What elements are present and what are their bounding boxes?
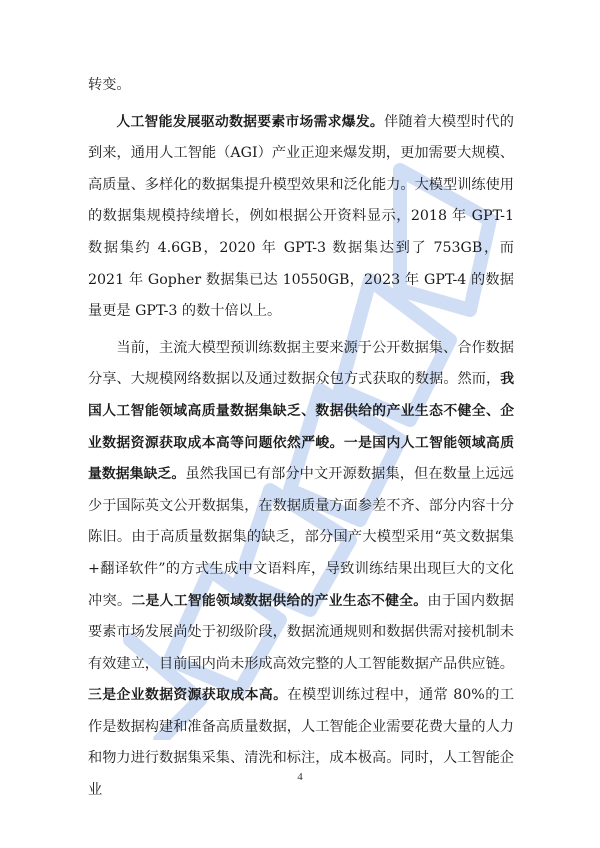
bold-phrase: 人工智能发展驱动数据要素市场需求爆发。 xyxy=(116,113,384,130)
text-run: 当前，主流大模型预训练数据主要来源于公开数据集、合作数据分享、大规模网络数据以及通过数据众包方式获取的数据。然而， xyxy=(88,339,514,388)
bold-phrase: 三是企业数据资源获取成本高。 xyxy=(88,687,288,704)
bold-phrase: 我国人工智能领域高质量数据集缺乏、数据供给的产业生态不健全、企业数据资源获取成本高等问题依然严峻。一是国内人工智能领域高质量数据集缺乏。 xyxy=(88,371,514,483)
para-continuation xyxy=(88,70,514,102)
page-number: 4 xyxy=(297,771,303,783)
text-run: 转变。 xyxy=(88,77,131,93)
document-body xyxy=(88,70,514,807)
text-run: 由于国内数据要素市场发展尚处于初级阶段，数据流通规则和数据供需对接机制未有效建立，目前国内尚未形成高效完整的人工智能数据产品供应链。 xyxy=(88,592,514,672)
bold-phrase: 二是人工智能领域数据供给的产业生态不健全。 xyxy=(131,592,428,609)
para-current-issues xyxy=(88,333,514,807)
text-run: 伴随着大模型时代的到来，通用人工智能（AGI）产业正迎来爆发期，更加需要大规模、高质量、多样化的数据集提升模型效果和泛化能力。大模型训练使用的数据集规模持续增长，例如根据公开资料显示，2018 年 GPT-1 数据集约 4.6GB，2020 年 GPT-3 数据集达到了 753GB，而 2021 年 Gopher 数据集已达 10550GB，2023 年 GPT-4 的数据量更是 GPT-3 的数十倍以上。 xyxy=(88,113,514,320)
text-run: 虽然我国已有部分中文开源数据集，但在数量上远远少于国际英文公开数据集，在数据质量方面参差不齐、部分内容十分陈旧。由于高质量数据集的缺乏，部分国产大模型采用“英文数据集+翻译软件”的方式生成中文语料库，导致训练结果出现巨大的文化冲突。 xyxy=(88,466,514,609)
para-market-demand xyxy=(88,107,514,328)
text-run: 在模型训练过程中，通常 80%的工作是数据构建和准备高质量数据，人工智能企业需要花费大量的人力和物力进行数据集采集、清洗和标注，成本极高。同时，人工智能企业 xyxy=(88,687,515,799)
